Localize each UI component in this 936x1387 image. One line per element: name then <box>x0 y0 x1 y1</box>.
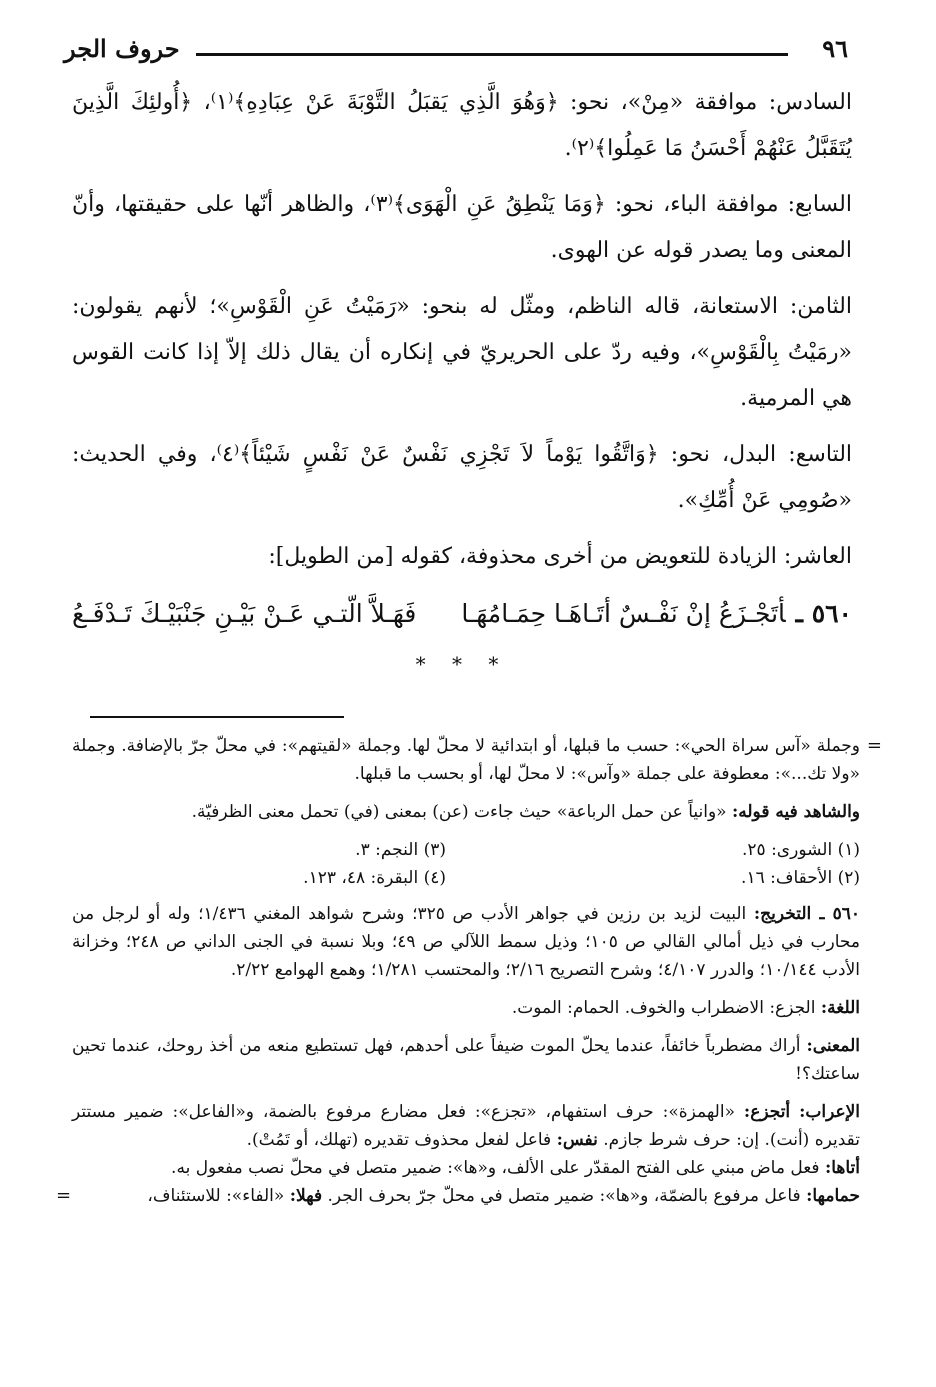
section-separator-stars: * * * <box>415 652 509 676</box>
irab-word-5: فهلا: <box>289 1186 323 1206</box>
paragraph-seventh: السابع: موافقة الباء، نحو: ﴿وَمَا يَنْطِقُ عَنِ الْهَوَى﴾⁽٣⁾، والظاهر أنّها على حقيقتها، وأنّ المعنى وما يصدر قوله عن الهوى. <box>72 192 852 263</box>
takhrij-text: البيت لزيد بن رزين في جواهر الأدب ص ٣٢٥؛ وشرح شواهد المغني ١/٤٣٦؛ وله أو لرجل من محارب في ذيل أمالي القالي ص ١٠٥؛ وذيل سمط اللآلي ص ٤٩؛ وبلا نسبة في الجنى الداني ص ٢٤٨؛ وخزانة الأدب ١٠/١٤٤؛ والدرر ٤/١٠٧؛ وشرح التصريح ٢/١٦؛ والمحتسب ١/٢٨١؛ وهمع الهوامع ٢/٢٢. <box>72 904 861 980</box>
shahid-label: والشاهد فيه قوله: <box>731 802 860 822</box>
ref-3: (٣) النجم: ٣. <box>355 840 446 860</box>
poetry-verse <box>72 590 852 638</box>
footnote-shahid <box>72 798 860 826</box>
verse-first-hemistich <box>461 590 852 638</box>
mana-text: أراك مضطرباً خائفاً، عندما يحلّ الموت ضيفاً على أحدهم، فهل تستطيع منعه من أخذ روحك، عندما تحين ساعتك؟! <box>72 1036 860 1084</box>
continuation-mark: = <box>866 735 882 756</box>
irab-word-2: نفس: <box>556 1130 598 1150</box>
lugha-text: الجزع: الاضطراب والخوف. الحمام: الموت. <box>511 998 816 1018</box>
footnote-rule <box>90 716 344 718</box>
irab-word-4: حمامها: <box>806 1186 860 1206</box>
takhrij-label: ٥٦٠ ـ التخريج: <box>753 904 861 924</box>
footnote-carryover: وجملة «آس سراة الحي»: حسب ما قبلها، أو ابتدائية لا محلّ لها. وجملة «لقيتهم»: في محلّ جرّ بالإضافة. وجملة «ولا تك...»: معطوفة على جملة «وآس»: لا محلّ لها، أو بحسب ما قبلها. <box>72 736 860 784</box>
paragraph-eighth: الثامن: الاستعانة، قاله الناظم، ومثّل له بنحو: «رَمَيْتُ عَنِ الْقَوْسِ»؛ لأنهم يقولون: «رمَيْتُ بِالْقَوْسِ»، وفيه ردّ على الحريريّ في إنكاره أن يقال ذلك إلاّ إذا كانت القوس هي المرمية. <box>72 294 852 411</box>
lugha-label: اللغة: <box>820 998 860 1018</box>
ref-4: (٤) البقرة: ٤٨، ١٢٣. <box>303 868 446 888</box>
running-title: حروف الجر <box>64 34 180 63</box>
header-rule <box>196 53 788 56</box>
verse-second-hemistich: فَهَـلاَّ الّتـي عَـنْ بَيْـنِ جَنْبَيْـكَ تَـدْفَـعُ <box>72 599 417 628</box>
paragraph-tenth: العاشر: الزيادة للتعويض من أخرى محذوفة، كقوله [من الطويل]: <box>268 544 852 569</box>
irab-text-2: فاعل لفعل محذوف تقديره (تهلك، أو تَمُتْ). <box>246 1130 552 1150</box>
shahid-text: «وانياً عن حمل الرباعة» حيث جاءت (عن) بمعنى (في) تحمل معنى الظرفيّة. <box>191 802 727 822</box>
footnotes <box>56 732 882 1220</box>
continuation-mark-bottom: = <box>56 1185 72 1206</box>
paragraph-ninth: التاسع: البدل، نحو: ﴿وَاتَّقُوا يَوْماً لاَ تَجْزِي نَفْسٌ عَنْ نَفْسٍ شَيْئاً﴾⁽٤⁾، وفي الحديث: «صُومِي عَنْ أُمِّكِ». <box>72 442 853 513</box>
footnote-irab <box>56 1098 861 1210</box>
footnote-mana <box>72 1032 860 1088</box>
footnote-lugha <box>72 994 860 1022</box>
mana-label: المعنى: <box>806 1036 860 1056</box>
verse-number: ٥٦٠ ـ <box>795 599 852 628</box>
footnote-takhrij <box>72 900 860 984</box>
irab-word-3: أتاها: <box>824 1158 860 1178</box>
page-header <box>64 34 848 70</box>
irab-word-1: أتجزع: <box>743 1102 791 1122</box>
irab-text-3: فعل ماض مبني على الفتح المقدّر على الألف، و«ها»: ضمير متصل في محلّ نصب مفعول به. <box>171 1158 820 1178</box>
footnote-references <box>72 836 860 892</box>
paragraph-sixth: السادس: موافقة «مِنْ»، نحو: ﴿وَهُوَ الَّذِي يَقبَلُ التَّوْبَةَ عَنْ عِبَادِهِ﴾⁽١⁾، ﴿أُولئِكَ الَّذِينَ يُتَقَبَّلُ عَنْهُمْ أَحْسَنُ مَا عَمِلُوا﴾⁽٢⁾. <box>72 90 852 161</box>
ref-2: (٢) الأحقاف: ١٦. <box>741 868 860 888</box>
irab-label: الإعراب: <box>799 1102 861 1122</box>
page-number: ٩٦ <box>822 34 848 63</box>
irab-text-1: «الهمزة»: حرف استفهام، «تجزع»: فعل مضارع مرفوع بالضمة، و«الفاعل»: ضمير مستتر تقديره (أنت). إن: حرف شرط جازم. <box>72 1102 860 1150</box>
main-text <box>72 80 852 676</box>
verse-first-text: أتَجْـزَعُ إنْ نَفْـسٌ أتَـاهَـا حِمَـامُهَـا <box>461 599 786 628</box>
irab-text-5: «الفاء»: للاستئناف، <box>147 1186 285 1206</box>
ref-1: (١) الشورى: ٢٥. <box>742 840 860 860</box>
irab-text-4: فاعل مرفوع بالضمّة، و«ها»: ضمير متصل في محلّ جرّ بحرف الجر. <box>327 1186 801 1206</box>
